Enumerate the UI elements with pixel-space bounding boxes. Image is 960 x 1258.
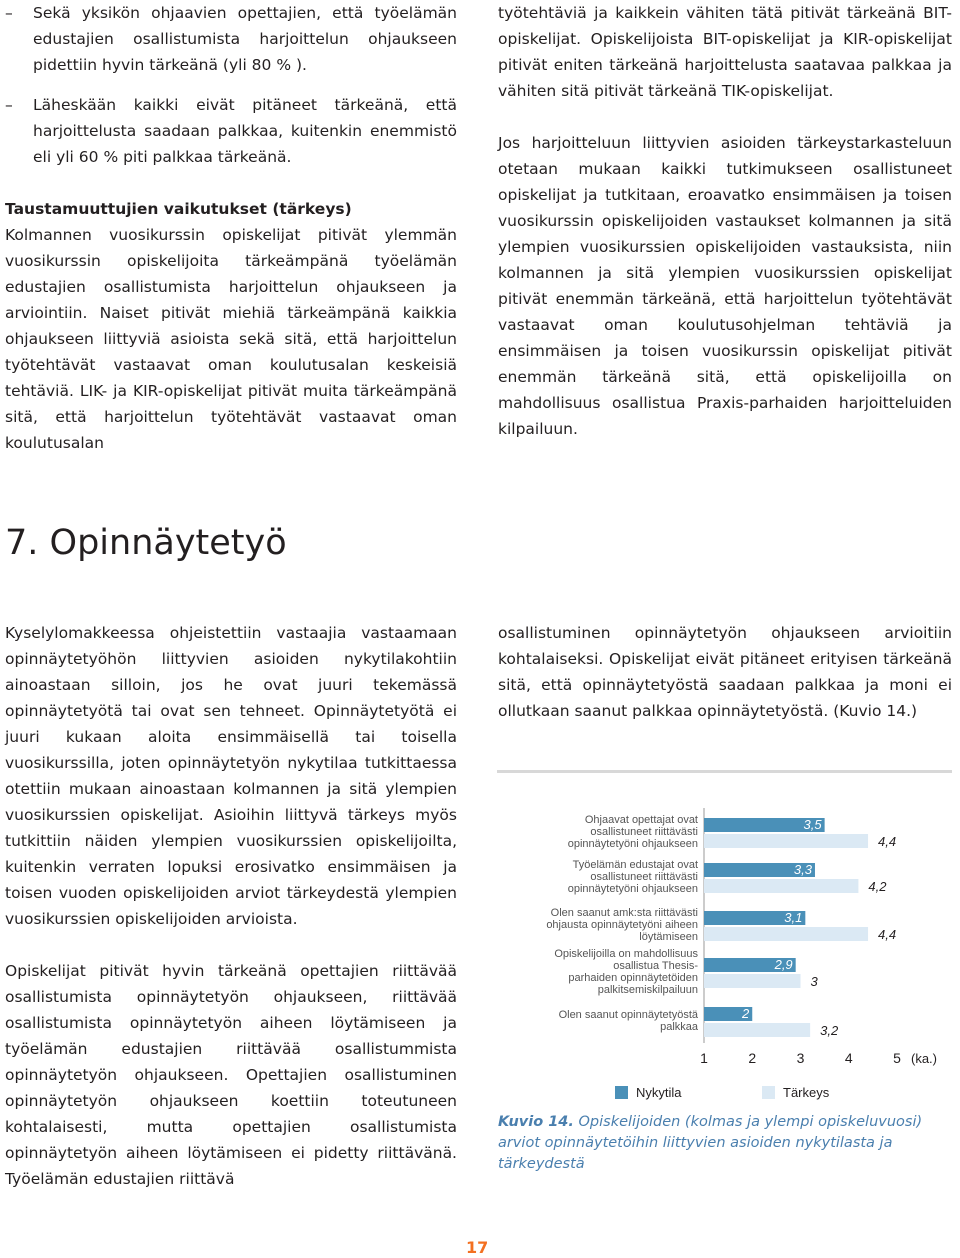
bar-chart [497,773,952,1103]
x-tick-label: 2 [748,1050,757,1066]
data-label-tarkeys: 4,4 [878,834,897,849]
legend-swatch-nykytila [615,1086,628,1099]
data-label-nykytila: 3,5 [803,817,822,832]
data-label-nykytila: 2,9 [774,957,793,972]
bullet-item: – Läheskään kaikki eivät pitäneet tärkeänä, että harjoittelusta saadaan palkkaa, kuitenkin enemmistö eli yli 60 % piti palkkaa tärkeänä. [5,96,457,166]
data-label-tarkeys: 4,2 [868,879,887,894]
top-left-column [5,0,457,456]
section-title: 7. Opinnäytetyö [5,523,287,563]
caption-label: Kuvio 14. [498,1114,574,1130]
category-label: Ohjaavat opettajat ovat osallistuneet riittävästi opinnäytetyöni ohjaukseen [567,814,698,850]
x-tick-label: 5 [893,1050,901,1066]
bottom-right-column [498,620,952,724]
subheading: Taustamuuttujien vaikutukset (tärkeys) [5,200,352,218]
legend-label-tarkeys: Tärkeys [783,1085,830,1100]
data-label-tarkeys: 3,2 [820,1023,839,1038]
data-label-nykytila: 2 [742,1006,750,1021]
category-label: Opiskelijoilla on mahdollisuus osallistua Thesis-parhaiden opinnäytetöiden palkitsemiskilpailuun [554,948,698,996]
body-paragraph: Jos harjoitteluun liittyvien asioiden tärkeystarkasteluun otetaan mukaan kaikki tutkimukseen osallistuneet opiskelijat ja tutkitaan, eroavatko ensimmäisen ja toisen vuosikurssin opiskelijoiden vastaukset kolmannen ja sitä ylempien vuosikurssien opiskelijoiden vastauksista, niin kolmannen ja sitä ylempien vuosikurssien opiskelijat pitivät enemmän tärkeänä, että harjoittelun työtehtävät vastaavat oman koulutusohjelman tehtäviä ja ensimmäisen ja toisen vuosikurssin opiskelijat pitivät enemmän tärkeänä sitä, että opiskelijoilla on mahdollisuus osallistua Praxis-parhaiden harjoitteluiden kilpailuun. [498,134,952,438]
x-tick-label: 3 [796,1050,805,1066]
category-label: Olen saanut opinnäytetyöstä palkkaa [558,1009,698,1033]
page-number: 17 [466,1238,489,1257]
category-label: Työelämän edustajat ovat osallistuneet riittävästi opinnäytetyöni ohjaukseen [567,859,698,895]
bottom-left-column [5,620,457,1192]
legend-label-nykytila: Nykytila [636,1085,682,1100]
bullet-item: – Sekä yksikön ohjaavien opettajien, että työelämän edustajien osallistumista harjoittelun ohjaukseen pidettiin hyvin tärkeänä (yli 80 % ). [5,4,457,74]
x-tick-label: 1 [700,1050,708,1066]
top-right-column [498,0,952,442]
body-paragraph: Kyselylomakkeessa ohjeistettiin vastaajia vastaamaan opinnäytetyöhön liittyvien asioiden nykytilakohtiin ainoastaan silloin, jos he ovat juuri tekemässä opinnäytetyötä tai ovat sen tehneet. Opinnäytetyötä ei juuri kukaan aloita ensimmäisellä tai toisella vuosikurssilla, joten opinnäytetyön nykytilaa tutkittaessa otettiin mukaan ainoastaan kolmannen ja sitä ylempien vuosikurssien opiskelijat. Asioihin liittyvä tärkeys myös tutkittiin näiden ylempien vuosikurssien opiskelijoilta, kuitenkin verraten lopuksi erosivatko ensimmäisen ja toisen vuoden opiskelijoiden arviot tärkeydestä ylempien vuosikurssien opiskelijoiden arvioista. [5,624,457,928]
data-label-nykytila: 3,1 [784,910,803,925]
body-paragraph: osallistuminen opinnäytetyön ohjaukseen arvioitiin kohtalaiseksi. Opiskelijat eivät pitäneet erityisen tärkeänä sitä, että opinnäytetyöstä saadaan palkkaa ja moni ei ollutkaan saanut palkkaa opinnäytetyöstä. (Kuvio 14.) [498,624,952,720]
legend-swatch-tarkeys [762,1086,775,1099]
x-tick-label: 4 [844,1050,853,1066]
body-paragraph: Kolmannen vuosikurssin opiskelijat pitivät ylemmän vuosikurssin opiskelijoita tärkeämpänä työelämän edustajien osallistumista harjoittelun ohjaukseen ja arviointiin. Naiset pitivät miehiä tärkeämpänä kaikkia ohjaukseen liittyviä asioista sekä sitä, että harjoittelun työtehtävät vastaavat oman koulutusalan keskeisiä tehtäviä. LIK- ja KIR-opiskelijat pitivät muita tärkeämpänä sitä, että harjoittelun työtehtävät vastaavat oman koulutusalan [5,226,457,452]
caption-text: Opiskelijoiden (kolmas ja ylempi opiskeluvuosi) arviot opinnäytetöihin liittyvien asioiden nykytilasta ja tärkeydestä [498,1114,923,1172]
bar-tarkeys [704,834,868,848]
bar-tarkeys [704,974,801,988]
data-label-nykytila: 3,3 [793,862,812,877]
data-label-tarkeys: 3 [810,974,818,989]
body-paragraph: Opiskelijat pitivät hyvin tärkeänä opettajien riittävää osallistumista opinnäytetyön ohjaukseen, riittävää osallistumista opinnäytetyön aiheen löytämiseen ja työelämän edustajien riittävää osallistummista opinnäytetyön ohjaukseen. Opettajien osallistuminen opinnäytetyön ohjaukseen koettiin toteutuneen kohtalaisesti, mutta opettajien osallistumista opinnäytetyön aiheen löytämiseen ei pidetty riittävänä. Työelämän edustajien riittävä [5,962,457,1188]
x-unit-label: (ka.) [911,1051,937,1066]
bar-tarkeys [704,879,858,893]
chart-figure [497,770,952,1103]
bar-tarkeys [704,927,868,941]
data-label-tarkeys: 4,4 [878,927,897,942]
figure-caption [498,1112,953,1175]
bar-tarkeys [704,1023,810,1037]
category-label: Olen saanut amk:sta riittävästi ohjausta opinnäytetyöni aiheen löytämiseen [546,907,698,943]
body-paragraph: työtehtäviä ja kaikkein vähiten tätä pitivät tärkeänä BIT-opiskelijat. Opiskelijoista BIT-opiskelijat ja KIR-opiskelijat pitivät eniten tärkeänä harjoittelusta saatavaa palkkaa ja vähiten sitä pitivät tärkeänä TIK-opiskelijat. [498,4,952,100]
